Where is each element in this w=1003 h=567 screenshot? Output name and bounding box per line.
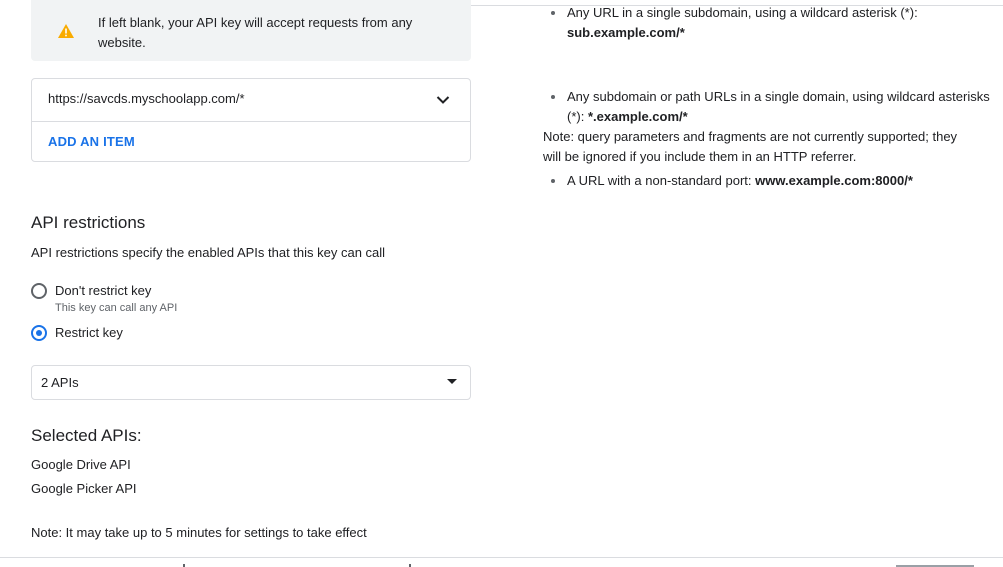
api-restrictions-description: API restrictions specify the enabled APIs that this key can call bbox=[31, 245, 386, 260]
warning-icon bbox=[58, 24, 74, 38]
dont-restrict-key-radio[interactable] bbox=[31, 283, 47, 299]
example-item: A URL with a non-standard port: www.example.com:8000/* bbox=[543, 171, 997, 191]
referrer-examples bbox=[543, 0, 990, 188]
api-restrictions-heading: API restrictions bbox=[31, 213, 146, 232]
selected-api-item: Google Picker API bbox=[31, 481, 137, 496]
selected-api-item: Google Drive API bbox=[31, 457, 131, 472]
api-select-dropdown[interactable] bbox=[31, 365, 471, 400]
api-select-value: 2 APIs bbox=[41, 375, 79, 390]
settings-note: Note: It may take up to 5 minutes for settings to take effect bbox=[31, 525, 367, 540]
dropdown-arrow-icon bbox=[447, 379, 457, 384]
list-item[interactable] bbox=[32, 79, 470, 122]
restrict-key-label[interactable]: Restrict key bbox=[55, 325, 123, 340]
example-item: Any subdomain or path URLs in a single domain, using wildcard asterisks (*): *.example.com/* bbox=[543, 87, 997, 127]
warning-banner bbox=[31, 0, 471, 61]
add-item-button[interactable]: ADD AN ITEM bbox=[48, 134, 135, 149]
bottom-divider bbox=[0, 557, 1003, 558]
warning-text: If left blank, your API key will accept requests from any website. bbox=[98, 15, 413, 50]
website-restrictions-list bbox=[31, 78, 471, 162]
example-item: Any URL in a single subdomain, using a wildcard asterisk (*): sub.example.com/* bbox=[543, 3, 997, 43]
dont-restrict-key-label[interactable]: Don't restrict key bbox=[55, 283, 152, 298]
referrer-url: https://savcds.myschoolapp.com/* bbox=[48, 91, 245, 106]
dont-restrict-key-sublabel: This key can call any API bbox=[55, 302, 178, 314]
restrict-key-radio[interactable] bbox=[31, 325, 47, 341]
chevron-down-icon[interactable] bbox=[436, 95, 450, 105]
referrer-note: Note: query parameters and fragments are not currently supported; they will be ignored if you include them in an HTTP referrer. bbox=[543, 129, 958, 164]
selected-apis-heading: Selected APIs: bbox=[31, 426, 142, 445]
